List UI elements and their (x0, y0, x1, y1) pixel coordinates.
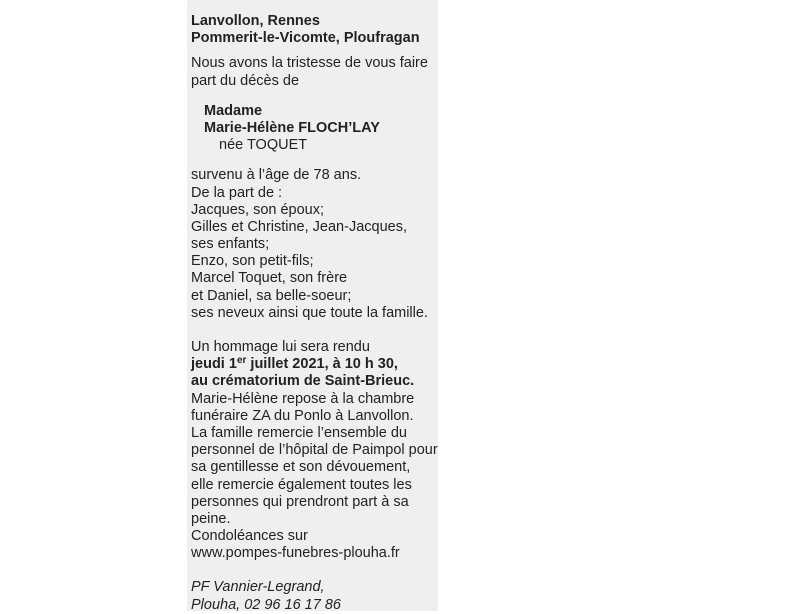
condolences-link[interactable]: www.pompes-funebres-plouha.fr (191, 545, 400, 562)
family-line: Enzo, son petit-fils; (191, 253, 314, 270)
deceased-maiden-name: née TOQUET (219, 137, 308, 154)
funeral-home-contact: Plouha, 02 96 16 17 86 (191, 596, 341, 613)
spacer (191, 322, 439, 339)
deceased-name: Marie-Hélène FLOCH’LAY (204, 119, 380, 136)
details-line: La famille remercie l’ensemble du (191, 424, 407, 441)
obituary-text (191, 13, 439, 614)
family-line: ses neveux ainsi que toute la famille. (191, 304, 428, 321)
spacer (191, 154, 439, 167)
ceremony-place: au crématorium de Saint-Brieuc. (191, 373, 415, 390)
family-line: Marcel Toquet, son frère (191, 270, 348, 287)
spacer (191, 562, 439, 579)
details-line: personnes qui prendront part à sa (191, 493, 409, 510)
locations-line-1: Lanvollon, Rennes (191, 13, 320, 29)
family-line: Gilles et Christine, Jean-Jacques, (191, 218, 407, 235)
details-line: personnel de l’hôpital de Paimpol pour (191, 442, 438, 459)
ceremony-date-sup: er (236, 355, 247, 367)
condolences-label: Condoléances sur (191, 528, 308, 545)
ceremony-date-prefix: jeudi 1 (191, 356, 237, 373)
locations-line-2: Pommerit-le-Vicomte, Ploufragan (191, 30, 420, 47)
details-line: funéraire ZA du Ponlo à Lanvollon. (191, 407, 414, 424)
details-line: peine. (191, 510, 231, 527)
from-line: De la part de : (191, 184, 283, 201)
details-line: elle remercie également toutes les (191, 476, 412, 493)
intro-line-1: Nous avons la tristesse de vous faire (191, 55, 428, 72)
deceased-title: Madame (204, 102, 263, 119)
family-line: ses enfants; (191, 236, 270, 253)
funeral-home-name: PF Vannier-Legrand, (191, 579, 325, 596)
intro-line-2: part du décès de (191, 72, 300, 89)
ceremony-date (191, 356, 439, 373)
ceremony-intro: Un hommage lui sera rendu (191, 339, 370, 355)
details-line: Marie-Hélène repose à la chambre (191, 390, 415, 407)
obituary-notice (187, 0, 438, 611)
age-line: survenu à l’âge de 78 ans. (191, 167, 362, 184)
spacer (191, 47, 439, 55)
details-line: sa gentillesse et son dévouement, (191, 459, 411, 476)
family-line: Jacques, son époux; (191, 201, 325, 218)
ceremony-date-suffix: juillet 2021, à 10 h 30, (246, 356, 398, 373)
family-line: et Daniel, sa belle-soeur; (191, 287, 352, 304)
spacer (191, 90, 439, 103)
